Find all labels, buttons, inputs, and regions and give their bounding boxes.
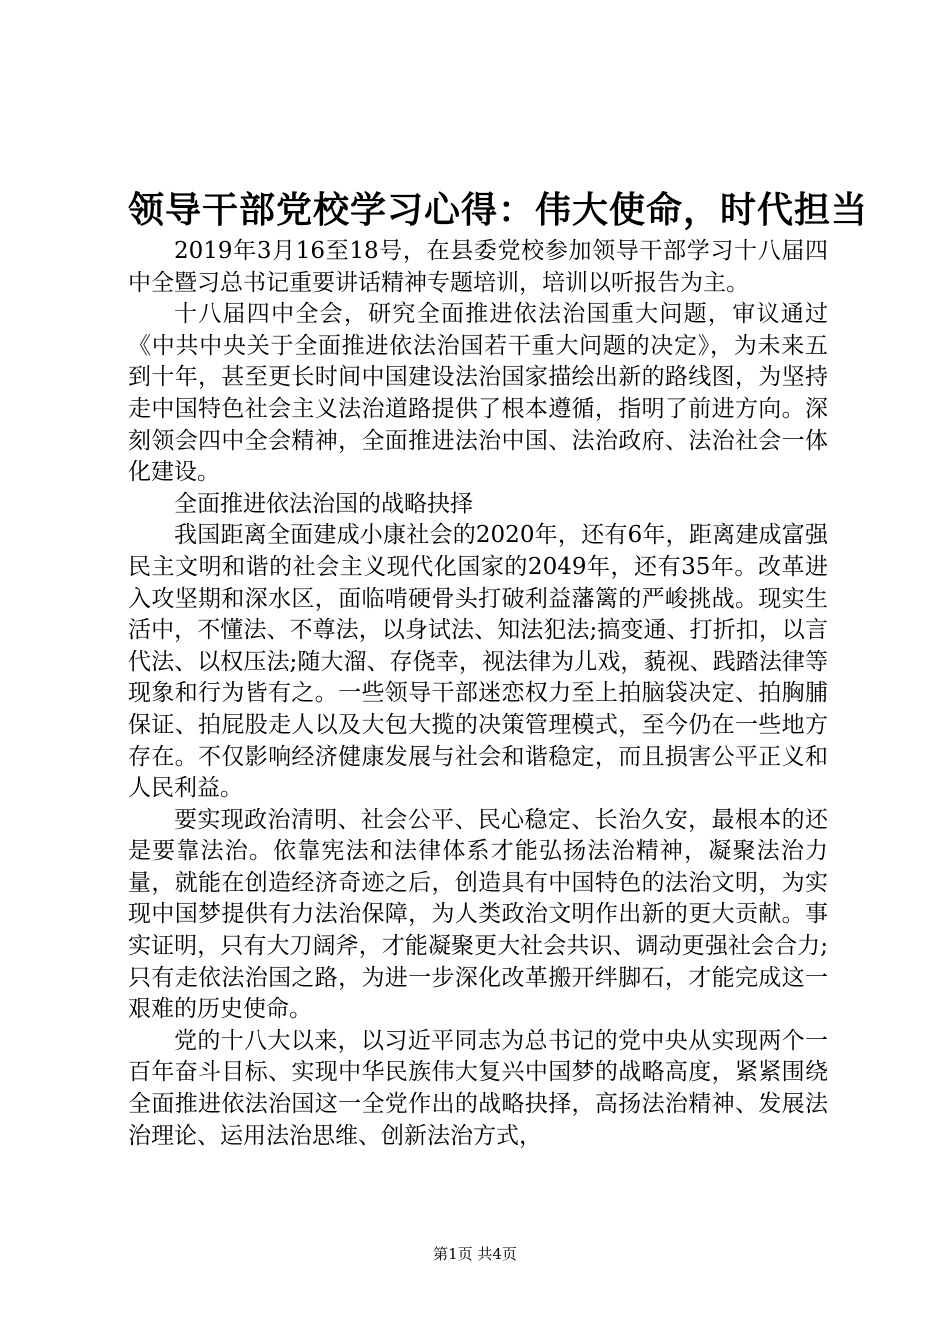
document-title: 领导干部党校学习心得：伟大使命，时代担当	[128, 189, 869, 231]
paragraph-plenary: 十八届四中全会，研究全面推进依法治国重大问题，审议通过《中共中央关于全面推进依法治国若干重大问题的决定》，为未来五到十年，甚至更长时间中国建设法治国家描绘出新的路线图，为坚持走中国特色社会主义法治道路提供了根本遵循，指明了前进方向。深刻领会四中全会精神，全面推进法治中国、法治政府、法治社会一体化建设。	[128, 301, 828, 486]
paragraph-challenges: 我国距离全面建成小康社会的2020年，还有6年，距离建成富强民主文明和谐的社会主义现代化国家的2049年，还有35年。改革进入攻坚期和深水区，面临啃硬骨头打破利益藩篱的严峻挑战。现实生活中，不懂法、不尊法，以身试法、知法犯法;搞变通、打折扣，以言代法、以权压法;随大溜、存侥幸，视法律为儿戏，藐视、践踏法律等现象和行为皆有之。一些领导干部迷恋权力至上拍脑袋决定、拍胸脯保证、拍屁股走人以及大包大揽的决策管理模式，至今仍在一些地方存在。不仅影响经济健康发展与社会和谐稳定，而且损害公平正义和人民利益。	[128, 522, 828, 802]
page-footer: 第1页 共4页	[433, 1245, 517, 1263]
paragraph-rule-of-law: 要实现政治清明、社会公平、民心稳定、长治久安，最根本的还是要靠法治。依靠宪法和法律体系才能弘扬法治精神，凝聚法治力量，就能在创造经济奇迹之后，创造具有中国特色的法治文明，为实现中国梦提供有力法治保障，为人类政治文明作出新的更大贡献。事实证明，只有大刀阔斧，才能凝聚更大社会共识、调动更强社会合力;只有走依法治国之路，为进一步深化改革搬开绊脚石，才能完成这一艰难的历史使命。	[128, 806, 828, 1023]
paragraph-eighteenth-congress: 党的十八大以来，以习近平同志为总书记的党中央从实现两个一百年奋斗目标、实现中华民族伟大复兴中国梦的战略高度，紧紧围绕全面推进依法治国这一全党作出的战略抉择，高扬法治精神、发展法治理论、运用法治思维、创新法治方式，	[128, 1027, 828, 1149]
paragraph-intro: 2019年3月16至18号，在县委党校参加领导干部学习十八届四中全暨习总书记重要讲话精神专题培训，培训以听报告为主。	[128, 238, 828, 296]
document-body	[128, 186, 869, 1152]
section-heading: 全面推进依法治国的战略抉择	[174, 490, 473, 517]
